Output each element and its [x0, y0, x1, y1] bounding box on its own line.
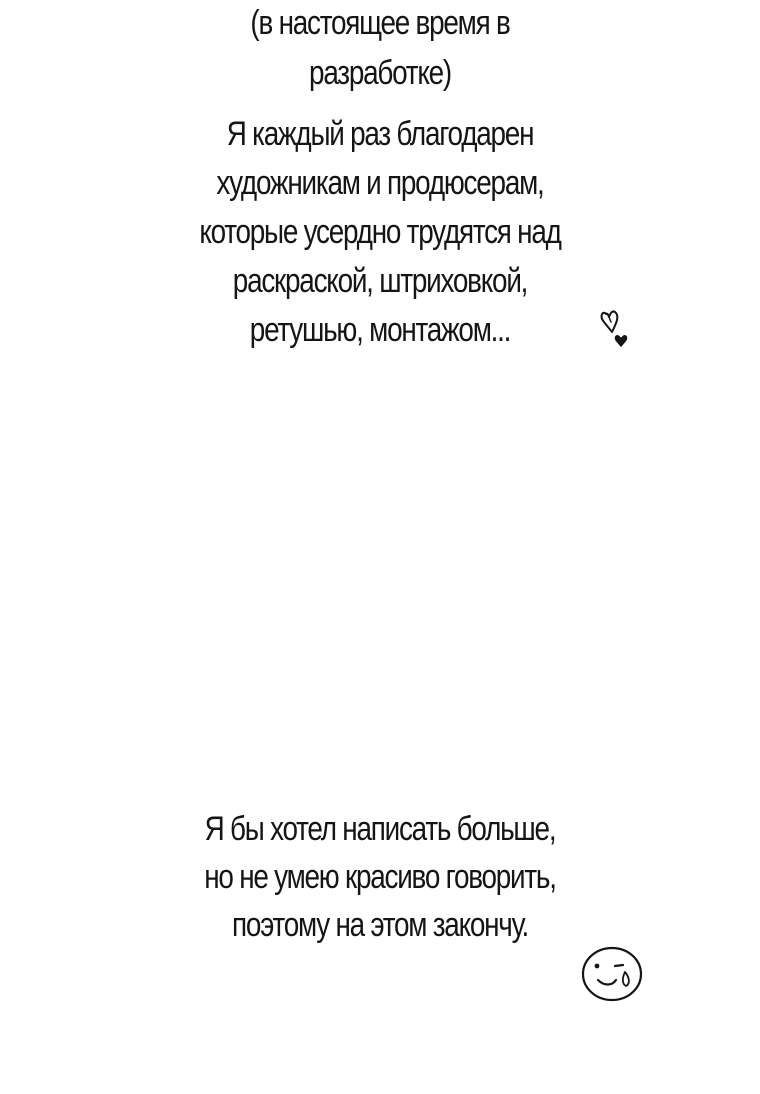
ending-message — [0, 805, 760, 949]
ending-line-1: Я бы хотел написать больше, — [204, 810, 556, 848]
ending-line-2: но не умею красиво говорить, — [204, 858, 556, 896]
heart-doodle-icon — [600, 308, 636, 350]
thanks-line-2: художникам и продюсерам, — [216, 164, 544, 202]
thanks-line-1: Я каждый раз благодарен — [226, 115, 534, 153]
thanks-line-4: раскраской, штриховкой, — [232, 262, 528, 300]
dev-note-line-1: (в настоящее время в — [250, 4, 510, 42]
ending-line-3: поэтому на этом закончу. — [231, 906, 529, 944]
thanks-line-5: ретушью, монтажом... — [249, 311, 511, 349]
crying-smiley-doodle-icon — [578, 944, 646, 1004]
thanks-line-3: которые усердно трудятся над — [199, 213, 561, 251]
dev-note-line-2: разработке) — [309, 54, 451, 92]
development-note — [0, 0, 760, 98]
thanks-message — [0, 110, 760, 355]
